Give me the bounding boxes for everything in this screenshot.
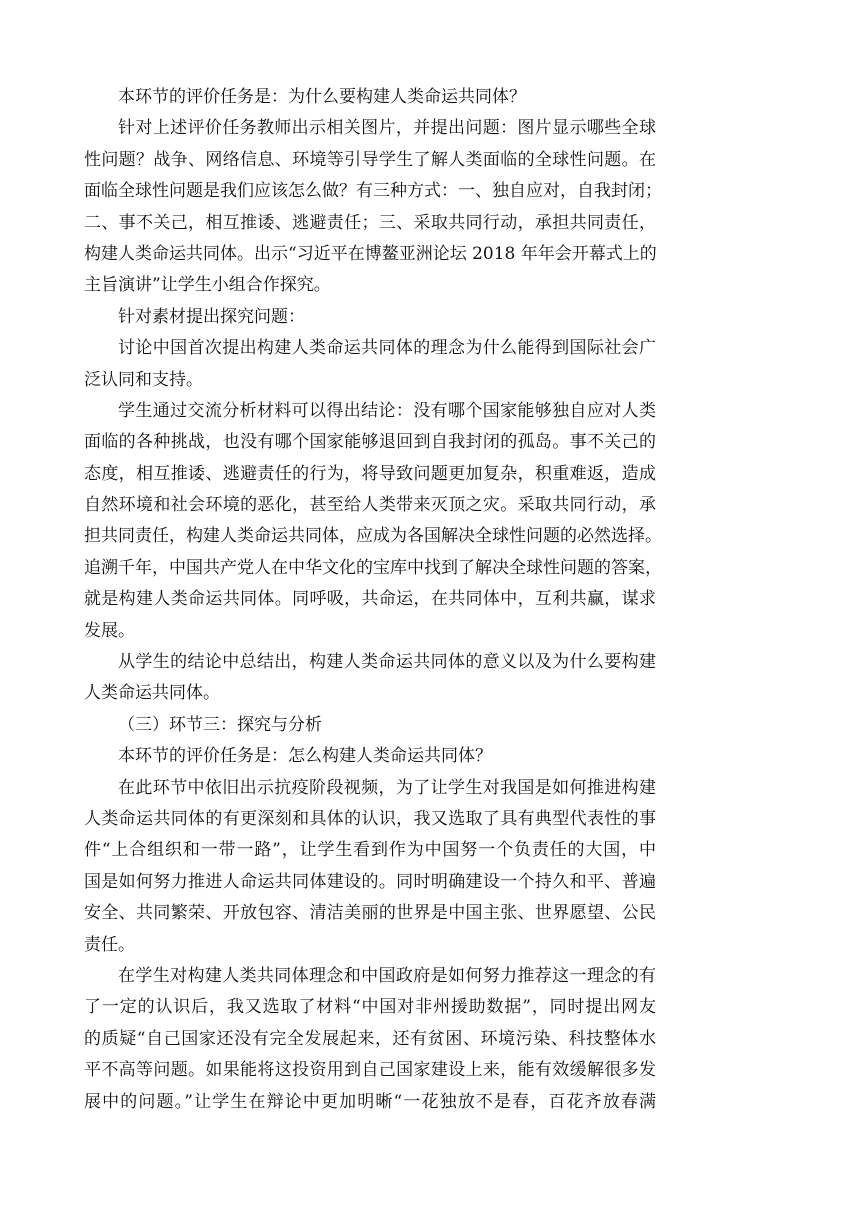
text-line: 学生通过交流分析材料可以得出结论：没有哪个国家能够独自应对人类 [118,400,656,421]
text-line: 安全、共同繁荣、开放包容、清洁美丽的世界是中国主张、世界愿望、公民 [84,903,656,924]
document-page [84,82,662,1118]
text-line: 平不高等问题。如果能将这投资用到自己国家建设上来，能有效缓解很多发 [84,1060,656,1081]
text-line: 本环节的评价任务是：为什么要构建人类命运共同体？ [118,87,526,107]
text-line: 泛认同和支持。 [84,369,203,390]
text-line: 自然环境和社会环境的恶化，甚至给人类带来灭顶之灾。采取共同行动，承 [84,495,656,516]
text-line: 构建人类命运共同体。出示“习近平在博鳌亚洲论坛 2018 年年会开幕式上的 [84,243,657,264]
text-line: 态度，相互推诿、逃避责任的行为，将导致问题更加复杂，积重难返，造成 [84,463,656,484]
text-line: 从学生的结论中总结出，构建人类命运共同体的意义以及为什么要构建 [118,652,656,673]
text-line: 责任。 [84,934,135,955]
text-line: 追溯千年，中国共产党人在中华文化的宝库中找到了解决全球性问题的答案， [84,557,662,578]
text-line: 展中的问题。”让学生在辩论中更加明晰“一花独放不是春，百花齐放春满 [84,1091,656,1112]
text-line: （三）环节三：探究与分析 [118,714,322,735]
text-line: 发展。 [84,620,135,641]
text-line: 本环节的评价任务是：怎么构建人类命运共同体？ [118,746,492,767]
text-line: 在此环节中依旧出示抗疫阶段视频，为了让学生对我国是如何推进构建 [118,777,656,798]
text-line: 人类命运共同体的有更深刻和具体的认识，我又选取了具有典型代表性的事 [84,808,656,829]
text-line: 面临的各种挑战，也没有哪个国家能够退回到自我封闭的孤岛。事不关己的 [84,432,656,453]
text-line: 人类命运共同体。 [84,683,220,704]
text-line: 针对素材提出探究问题： [118,306,305,327]
text-line: 面临全球性问题是我们应该怎么做？有三种方式：一、独自应对，自我封闭； [84,181,662,202]
text-line: 在学生对构建人类共同体理念和中国政府是如何努力推荐这一理念的有 [118,965,656,986]
text-line: 主旨演讲”让学生小组合作探究。 [84,275,331,296]
text-line: 了一定的认识后，我又选取了材料“中国对非州援助数据”，同时提出网友 [84,997,656,1018]
text-line: 就是构建人类命运共同体。同呼吸，共命运，在共同体中，互利共赢，谋求 [84,589,656,610]
text-line: 的质疑“自己国家还没有完全发展起来，还有贫困、环境污染、科技整体水 [84,1028,656,1049]
text-line: 讨论中国首次提出构建人类命运共同体的理念为什么能得到国际社会广 [118,338,656,359]
text-line: 担共同责任，构建人类命运共同体，应成为各国解决全球性问题的必然选择。 [84,526,662,547]
text-line: 件“上合组织和一带一路”，让学生看到作为中国努一个负责任的大国，中 [84,840,656,861]
text-line: 国是如何努力推进人命运共同体建设的。同时明确建设一个持久和平、普遍 [84,871,656,892]
text-line: 二、事不关己，相互推诿、逃避责任；三、采取共同行动，承担共同责任， [84,212,656,233]
text-line: 性问题？战争、网络信息、环境等引导学生了解人类面临的全球性问题。在 [84,149,656,170]
text-line: 针对上述评价任务教师出示相关图片，并提出问题：图片显示哪些全球 [118,118,656,139]
